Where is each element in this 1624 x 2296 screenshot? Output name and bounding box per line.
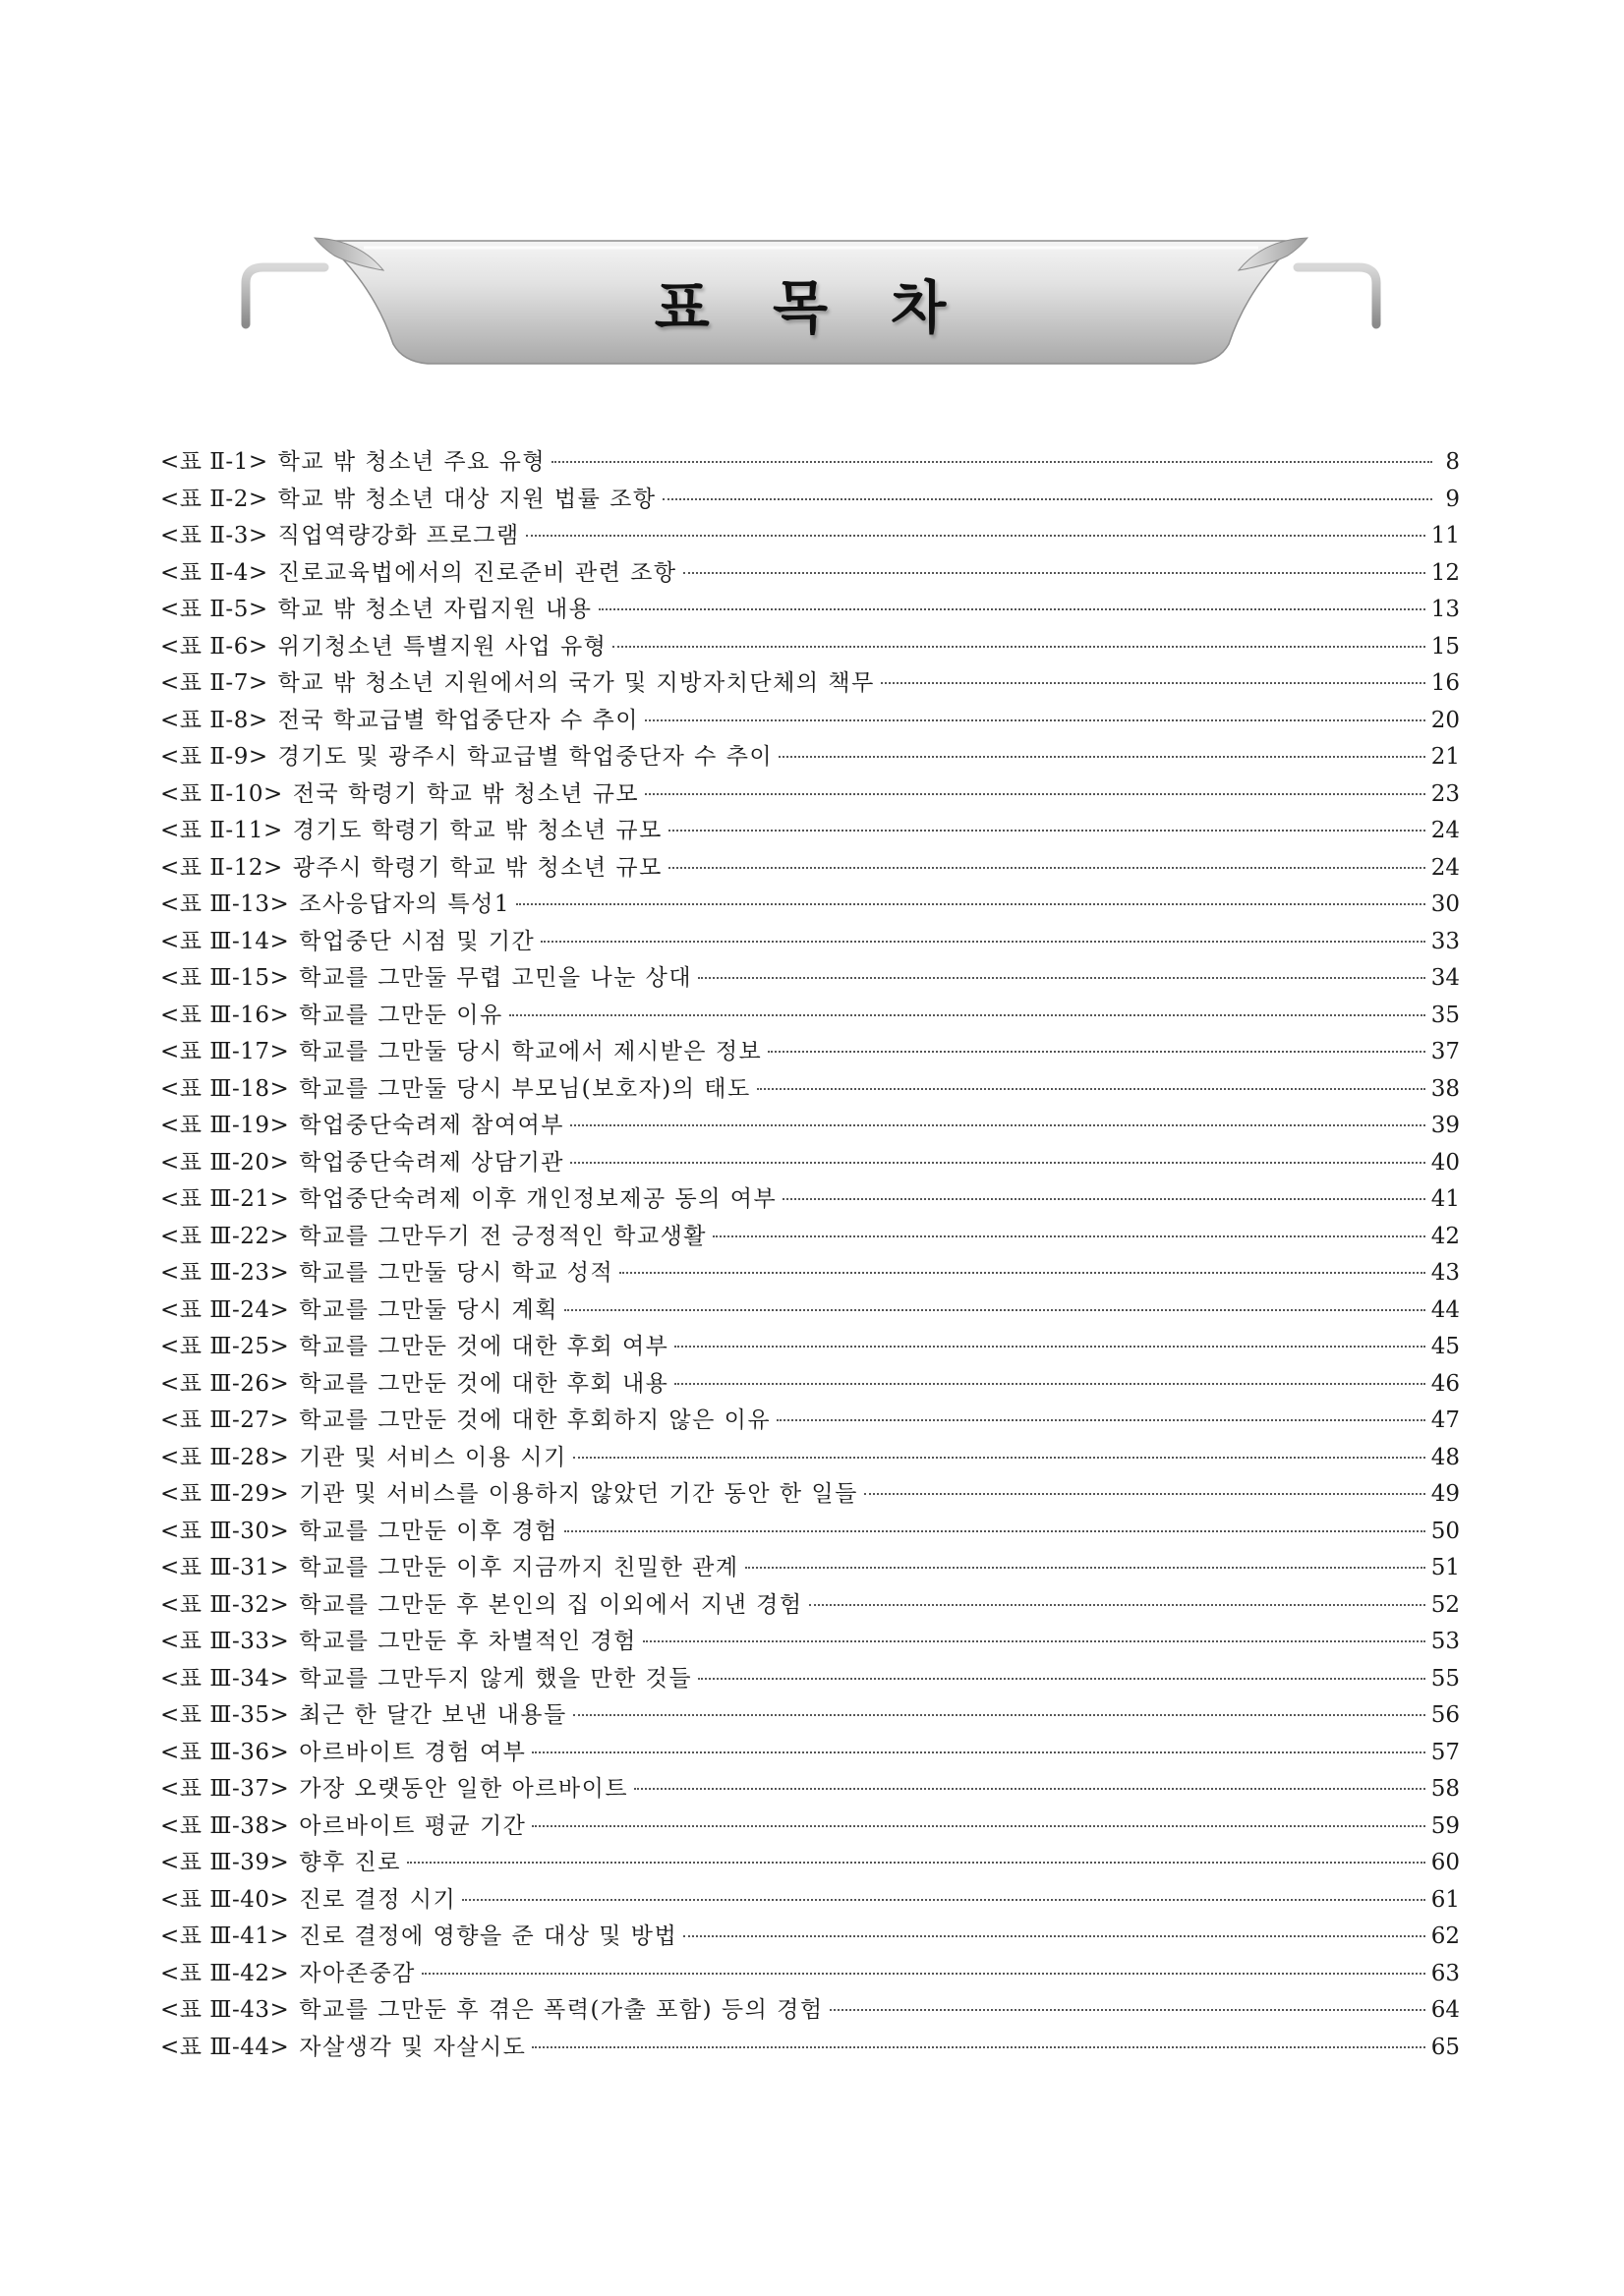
toc-entry-page-number: 53 [1430, 1629, 1460, 1654]
toc-entry-title: 학업중단숙려제 이후 개인정보제공 동의 여부 [299, 1186, 778, 1212]
toc-entry[interactable] [160, 998, 1460, 1035]
toc-entry-title: 광주시 학령기 학교 밖 청소년 규모 [292, 854, 663, 881]
toc-entry-page-number: 58 [1430, 1776, 1460, 1802]
dot-leader [573, 1457, 1425, 1459]
toc-entry-page-number: 55 [1430, 1665, 1460, 1692]
toc-entry-title: 학교를 그만둘 당시 부모님(보호자)의 태도 [299, 1075, 751, 1102]
toc-entry[interactable] [160, 1771, 1460, 1808]
toc-entry-label: <표 Ⅲ-14> [160, 928, 290, 954]
dot-leader [541, 941, 1425, 943]
toc-entry-label: <표 Ⅱ-6> [160, 633, 268, 660]
toc-entry[interactable] [160, 665, 1460, 703]
toc-entry[interactable] [160, 776, 1460, 814]
dot-leader [619, 1272, 1425, 1274]
toc-entry-title: 진로교육법에서의 진로준비 관련 조항 [277, 559, 677, 586]
toc-entry[interactable] [160, 1808, 1460, 1846]
toc-entry-label: <표 Ⅲ-26> [160, 1370, 290, 1397]
toc-entry[interactable] [160, 555, 1460, 593]
toc-entry[interactable] [160, 1181, 1460, 1219]
toc-entry-page-number: 23 [1430, 780, 1460, 807]
toc-entry-label: <표 Ⅱ-10> [160, 780, 283, 807]
toc-entry-title: 학교를 그만둔 이후 지금까지 친밀한 관계 [299, 1555, 739, 1580]
dot-leader [881, 682, 1425, 684]
toc-entry-page-number: 40 [1430, 1149, 1460, 1176]
toc-entry-title: 학교 밖 청소년 지원에서의 국가 및 지방자치단체의 책무 [277, 670, 875, 696]
toc-entry-title: 학교를 그만둔 것에 대한 후회 여부 [299, 1334, 669, 1359]
toc-entry-page-number: 41 [1430, 1186, 1460, 1212]
toc-entry-title: 학업중단숙려제 참여여부 [299, 1113, 565, 1138]
toc-entry[interactable] [160, 1550, 1460, 1587]
toc-entry[interactable] [160, 1661, 1460, 1698]
toc-entry-title: 학교를 그만둔 후 겪은 폭력(가출 포함) 등의 경험 [299, 1997, 824, 2023]
dot-leader [643, 1640, 1425, 1642]
dot-leader [564, 1309, 1425, 1311]
toc-entry-title: 학교 밖 청소년 자립지원 내용 [277, 597, 593, 622]
toc-entry[interactable] [160, 739, 1460, 776]
toc-entry-label: <표 Ⅲ-42> [160, 1960, 290, 1986]
toc-entry-page-number: 13 [1430, 597, 1460, 622]
toc-entry-title: 위기청소년 특별지원 사업 유형 [277, 633, 608, 660]
toc-entry[interactable] [160, 2030, 1460, 2067]
toc-entry-label: <표 Ⅲ-27> [160, 1407, 290, 1433]
toc-entry-title: 학교를 그만둘 당시 학교 성적 [299, 1260, 614, 1286]
dot-leader [634, 1788, 1425, 1790]
toc-entry-page-number: 33 [1430, 928, 1460, 954]
dot-leader [422, 1973, 1425, 1975]
toc-entry-page-number: 47 [1430, 1407, 1460, 1433]
toc-entry[interactable] [160, 1255, 1460, 1292]
toc-entry-label: <표 Ⅱ-12> [160, 854, 283, 881]
toc-entry[interactable] [160, 887, 1460, 924]
dot-leader [864, 1493, 1425, 1495]
toc-entry-label: <표 Ⅱ-9> [160, 744, 268, 770]
toc-entry-title: 기관 및 서비스 이용 시기 [299, 1444, 567, 1470]
toc-entry-label: <표 Ⅲ-23> [160, 1260, 290, 1286]
toc-entry-page-number: 43 [1430, 1260, 1460, 1286]
toc-entry-title: 학교를 그만둔 것에 대한 후회하지 않은 이유 [299, 1407, 772, 1433]
toc-entry[interactable] [160, 1919, 1460, 1956]
toc-entry-label: <표 Ⅲ-15> [160, 965, 290, 991]
toc-entry-page-number: 16 [1430, 670, 1460, 696]
toc-entry-title: 자아존중감 [299, 1960, 416, 1986]
dot-leader [683, 1935, 1425, 1937]
toc-entry-page-number: 20 [1430, 707, 1460, 733]
toc-entry-page-number: 44 [1430, 1296, 1460, 1323]
dot-leader [779, 756, 1425, 758]
toc-entry-label: <표 Ⅲ-18> [160, 1075, 290, 1102]
dot-leader [745, 1567, 1425, 1569]
toc-entry-label: <표 Ⅲ-40> [160, 1886, 290, 1913]
toc-entry-label: <표 Ⅲ-37> [160, 1776, 290, 1802]
toc-entry-title: 학교를 그만둔 것에 대한 후회 내용 [299, 1370, 669, 1397]
toc-entry-title: 학교를 그만두기 전 긍정적인 학교생활 [299, 1223, 708, 1249]
toc-entry-label: <표 Ⅲ-16> [160, 1002, 290, 1028]
toc-entry-page-number: 45 [1430, 1334, 1460, 1359]
toc-entry-page-number: 65 [1430, 2034, 1460, 2060]
toc-entry-page-number: 34 [1430, 965, 1460, 991]
toc-entry[interactable] [160, 1956, 1460, 1993]
toc-entry-label: <표 Ⅲ-32> [160, 1591, 290, 1618]
toc-entry-page-number: 46 [1430, 1370, 1460, 1397]
toc-entry[interactable] [160, 1071, 1460, 1109]
toc-entry-label: <표 Ⅲ-13> [160, 891, 290, 917]
toc-entry[interactable] [160, 1108, 1460, 1145]
toc-entry-label: <표 Ⅱ-7> [160, 670, 268, 696]
toc-entry-title: 학교를 그만둘 무렵 고민을 나눈 상대 [299, 965, 693, 991]
toc-entry-title: 자살생각 및 자살시도 [299, 2034, 527, 2060]
toc-entry[interactable] [160, 1882, 1460, 1920]
toc-entry[interactable] [160, 592, 1460, 629]
title-banner [236, 226, 1386, 373]
dot-leader [516, 903, 1425, 905]
dot-leader [698, 977, 1425, 979]
dot-leader [532, 2046, 1424, 2048]
toc-entry[interactable] [160, 1624, 1460, 1661]
toc-entry-page-number: 24 [1430, 854, 1460, 881]
toc-entry-page-number: 51 [1430, 1555, 1460, 1580]
toc-entry[interactable] [160, 1735, 1460, 1772]
toc-entry-label: <표 Ⅲ-39> [160, 1850, 290, 1875]
toc-entry-page-number: 42 [1430, 1223, 1460, 1249]
dot-leader [674, 1346, 1424, 1348]
toc-entry-label: <표 Ⅲ-25> [160, 1334, 290, 1359]
dot-leader [551, 461, 1432, 463]
toc-entry-title: 학교를 그만둔 후 차별적인 경험 [299, 1629, 637, 1654]
dot-leader [777, 1419, 1425, 1421]
dot-leader [757, 1088, 1425, 1090]
toc-entry-page-number: 9 [1445, 486, 1460, 512]
toc-entry-page-number: 39 [1430, 1113, 1460, 1138]
toc-entry[interactable] [160, 1476, 1460, 1514]
dot-leader [668, 867, 1425, 869]
dot-leader [830, 2009, 1425, 2011]
toc-entry-title: 조사응답자의 특성1 [299, 891, 510, 917]
toc-entry-page-number: 64 [1430, 1997, 1460, 2023]
toc-entry-title: 학교 밖 청소년 대상 지원 법률 조항 [277, 486, 657, 512]
toc-entry-page-number: 38 [1430, 1075, 1460, 1102]
toc-entry-label: <표 Ⅲ-31> [160, 1555, 290, 1580]
toc-entry[interactable] [160, 1514, 1460, 1551]
toc-entry-label: <표 Ⅲ-22> [160, 1223, 290, 1249]
toc-entry-label: <표 Ⅲ-29> [160, 1481, 290, 1507]
toc-entry-label: <표 Ⅲ-28> [160, 1444, 290, 1470]
toc-entry-title: 아르바이트 경험 여부 [299, 1739, 527, 1765]
toc-entry-title: 학교 밖 청소년 주요 유형 [277, 449, 547, 475]
dot-leader [570, 1162, 1425, 1164]
toc-entry-page-number: 63 [1430, 1960, 1460, 1986]
toc-entry-label: <표 Ⅱ-11> [160, 818, 283, 843]
toc-entry-label: <표 Ⅲ-35> [160, 1702, 290, 1728]
toc-entry-page-number: 15 [1430, 633, 1460, 660]
toc-entry-label: <표 Ⅲ-34> [160, 1665, 290, 1692]
toc-entry-page-number: 30 [1430, 891, 1460, 917]
toc-entry-page-number: 59 [1430, 1812, 1460, 1839]
toc-entry-page-number: 12 [1430, 559, 1460, 586]
toc-entry-page-number: 56 [1430, 1702, 1460, 1728]
toc-entry[interactable] [160, 518, 1460, 555]
toc-entry-title: 전국 학교급별 학업중단자 수 추이 [277, 707, 639, 733]
toc-entry-title: 학업중단숙려제 상담기관 [299, 1149, 565, 1176]
toc-entry-title: 학교를 그만둘 당시 계획 [299, 1296, 558, 1323]
toc-entry[interactable] [160, 1219, 1460, 1256]
dot-leader [564, 1530, 1425, 1532]
toc-entry[interactable] [160, 629, 1460, 666]
dot-leader [462, 1899, 1424, 1901]
toc-entry[interactable] [160, 1034, 1460, 1071]
toc-entry-label: <표 Ⅲ-20> [160, 1149, 290, 1176]
toc-entry-page-number: 11 [1430, 523, 1460, 548]
toc-entry[interactable] [160, 1992, 1460, 2030]
table-of-tables [160, 444, 1460, 2066]
toc-entry[interactable] [160, 1403, 1460, 1440]
toc-entry-page-number: 62 [1430, 1923, 1460, 1949]
toc-entry-page-number: 35 [1430, 1002, 1460, 1028]
toc-entry-page-number: 48 [1430, 1444, 1460, 1470]
dot-leader [532, 1751, 1424, 1753]
dot-leader [509, 1014, 1425, 1016]
toc-entry[interactable] [160, 1587, 1460, 1625]
dot-leader [668, 830, 1425, 832]
toc-entry-label: <표 Ⅲ-41> [160, 1923, 290, 1949]
toc-entry-title: 학교를 그만둘 당시 학교에서 제시받은 정보 [299, 1039, 763, 1064]
toc-entry-title: 학교를 그만둔 후 본인의 집 이외에서 지낸 경험 [299, 1591, 803, 1618]
toc-entry-page-number: 57 [1430, 1739, 1460, 1765]
toc-entry-label: <표 Ⅲ-21> [160, 1186, 290, 1212]
toc-entry-label: <표 Ⅱ-8> [160, 707, 268, 733]
toc-entry-title: 아르바이트 평균 기간 [299, 1812, 527, 1839]
toc-entry-label: <표 Ⅲ-43> [160, 1997, 290, 2023]
toc-entry-title: 진로 결정에 영향을 준 대상 및 방법 [299, 1923, 678, 1949]
toc-entry-label: <표 Ⅱ-4> [160, 559, 268, 586]
toc-entry-page-number: 50 [1430, 1518, 1460, 1544]
toc-entry-label: <표 Ⅲ-33> [160, 1629, 290, 1654]
toc-entry[interactable] [160, 1697, 1460, 1735]
dot-leader [768, 1051, 1424, 1053]
dot-leader [663, 498, 1432, 500]
toc-entry-title: 경기도 학령기 학교 밖 청소년 규모 [292, 818, 663, 843]
dot-leader [683, 572, 1425, 574]
dot-leader [674, 1383, 1424, 1385]
toc-entry-label: <표 Ⅲ-36> [160, 1739, 290, 1765]
dot-leader [809, 1604, 1425, 1606]
toc-entry[interactable] [160, 1292, 1460, 1330]
toc-entry-label: <표 Ⅱ-3> [160, 523, 268, 548]
toc-entry-title: 학업중단 시점 및 기간 [299, 928, 536, 954]
toc-entry-label: <표 Ⅱ-2> [160, 486, 268, 512]
toc-entry-title: 기관 및 서비스를 이용하지 않았던 기간 동안 한 일들 [299, 1481, 858, 1507]
dot-leader [612, 646, 1424, 648]
toc-entry[interactable] [160, 960, 1460, 998]
toc-entry[interactable] [160, 924, 1460, 961]
dot-leader [698, 1678, 1425, 1680]
toc-entry-label: <표 Ⅲ-17> [160, 1039, 290, 1064]
toc-entry-title: 최근 한 달간 보낸 내용들 [299, 1702, 567, 1728]
toc-entry-page-number: 24 [1430, 818, 1460, 843]
toc-entry-title: 학교를 그만둔 이유 [299, 1002, 503, 1028]
dot-leader [645, 719, 1425, 721]
page-title: 표 목 차 [654, 274, 968, 341]
toc-entry[interactable] [160, 444, 1460, 482]
dot-leader [532, 1825, 1424, 1827]
toc-entry-title: 향후 진로 [299, 1850, 401, 1875]
toc-entry[interactable] [160, 703, 1460, 740]
dot-leader [783, 1198, 1425, 1200]
toc-entry[interactable] [160, 1145, 1460, 1182]
dot-leader [599, 608, 1425, 610]
toc-entry-page-number: 60 [1430, 1850, 1460, 1875]
toc-entry[interactable] [160, 1329, 1460, 1366]
toc-entry[interactable] [160, 1440, 1460, 1477]
toc-entry-page-number: 37 [1430, 1039, 1460, 1064]
dot-leader [570, 1124, 1425, 1126]
toc-entry-page-number: 52 [1430, 1591, 1460, 1618]
toc-entry-page-number: 49 [1430, 1481, 1460, 1507]
toc-entry-title: 학교를 그만두지 않게 했을 만한 것들 [299, 1665, 693, 1692]
toc-entry-page-number: 8 [1445, 449, 1460, 475]
toc-entry-title: 가장 오랫동안 일한 아르바이트 [299, 1776, 629, 1802]
toc-entry-label: <표 Ⅲ-44> [160, 2034, 290, 2060]
toc-entry-title: 진로 결정 시기 [299, 1886, 457, 1913]
dot-leader [407, 1862, 1425, 1864]
toc-entry-title: 경기도 및 광주시 학교급별 학업중단자 수 추이 [277, 744, 774, 770]
toc-entry-label: <표 Ⅲ-19> [160, 1113, 290, 1138]
toc-entry-title: 직업역량강화 프로그램 [277, 523, 520, 548]
toc-entry-label: <표 Ⅱ-5> [160, 597, 268, 622]
toc-entry[interactable] [160, 813, 1460, 850]
toc-entry-title: 학교를 그만둔 이후 경험 [299, 1518, 558, 1544]
toc-entry-label: <표 Ⅲ-38> [160, 1812, 290, 1839]
toc-entry-page-number: 21 [1430, 744, 1460, 770]
toc-entry-title: 전국 학령기 학교 밖 청소년 규모 [292, 780, 640, 807]
dot-leader [645, 793, 1425, 795]
toc-entry[interactable] [160, 482, 1460, 519]
toc-entry-page-number: 61 [1430, 1886, 1460, 1913]
toc-entry[interactable] [160, 850, 1460, 888]
dot-leader [526, 535, 1425, 537]
dot-leader [573, 1714, 1425, 1716]
toc-entry-label: <표 Ⅲ-30> [160, 1518, 290, 1544]
dot-leader [713, 1235, 1425, 1237]
toc-entry[interactable] [160, 1845, 1460, 1882]
toc-entry-label: <표 Ⅱ-1> [160, 449, 268, 475]
toc-entry-label: <표 Ⅲ-24> [160, 1296, 290, 1323]
toc-entry[interactable] [160, 1366, 1460, 1404]
